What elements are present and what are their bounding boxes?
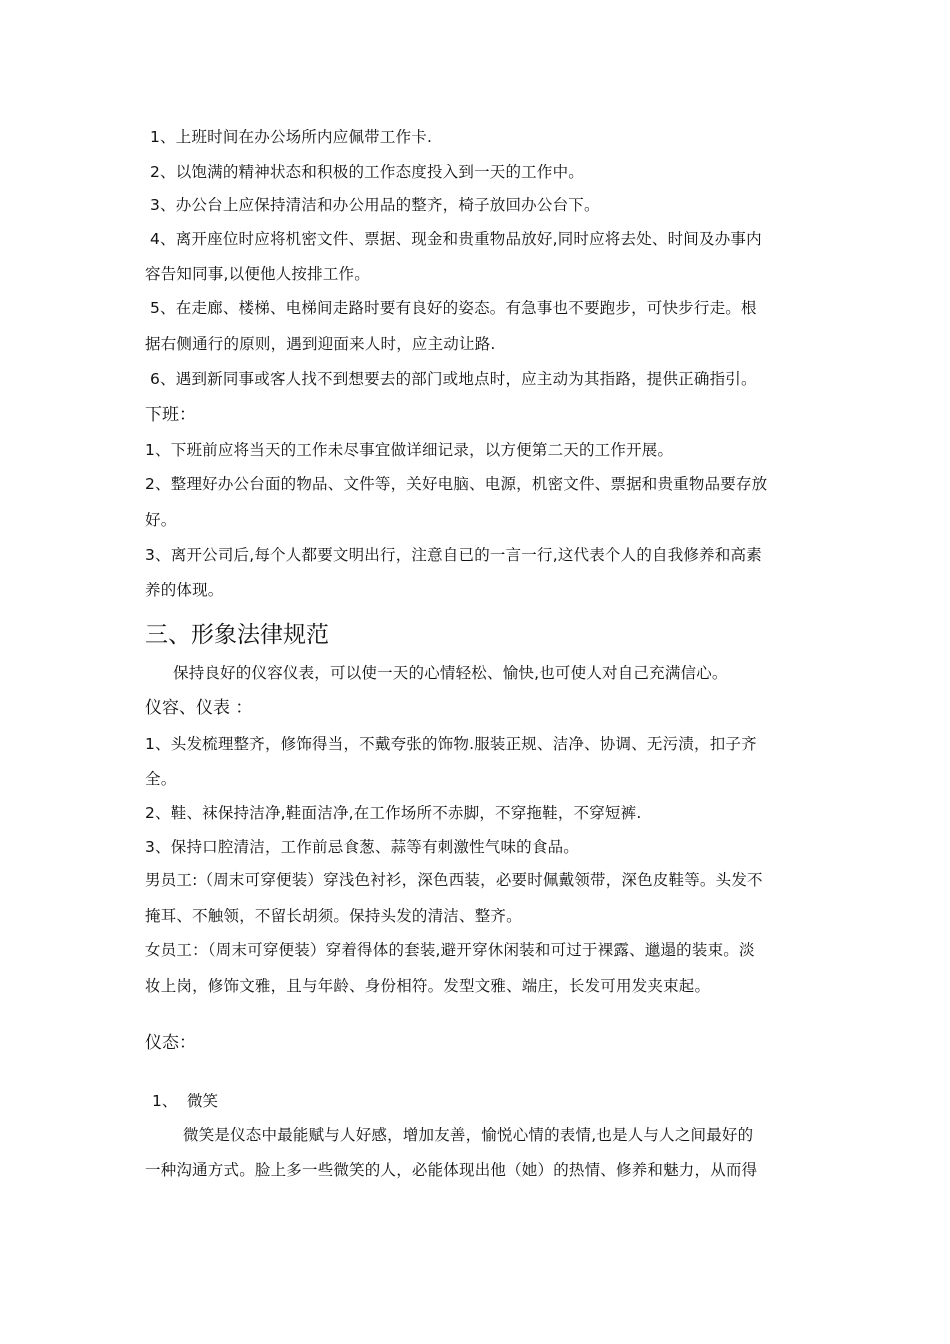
appearance-item-1-line-2: 全。 (145, 770, 177, 788)
off-duty-item-2-line-1: 2、整理好办公台面的物品、文件等，关好电脑、电源，机密文件、票据和贵重物品要存放 (145, 475, 768, 493)
duty-item-5-line-1: 5、在走廊、楼梯、电梯间走路时要有良好的姿态。有急事也不要跑步，可快步行走。根 (150, 299, 757, 317)
appearance-heading: 仪容、仪表 ： (145, 698, 253, 718)
male-staff-line-2: 掩耳、不触领，不留长胡须。保持头发的清洁、整齐。 (145, 907, 522, 925)
appearance-item-3: 3、保持口腔清洁，工作前忌食葱、蒜等有刺激性气味的食品。 (145, 838, 579, 856)
female-staff-line-2: 妆上岗，修饰文雅，且与年龄、身份相符。发型文雅、端庄，长发可用发夹束起。 (145, 977, 711, 995)
duty-item-4-line-2: 容告知同事,以便他人按排工作。 (145, 265, 370, 283)
off-duty-item-2-line-2: 好。 (145, 511, 177, 529)
off-duty-item-3-line-1: 3、离开公司后,每个人都要文明出行，注意自已的一言一行,这代表个人的自我修养和高素 (145, 546, 762, 564)
demeanor-heading: 仪态： (145, 1033, 196, 1053)
off-duty-item-3-line-2: 养的体现。 (145, 581, 224, 599)
smile-paragraph-line-1: 微笑是仪态中最能赋与人好感，增加友善，愉悦心情的表情,也是人与人之间最好的 (183, 1126, 754, 1144)
smile-title: 微笑 (187, 1092, 219, 1110)
duty-item-5-line-2: 据右侧通行的原则，遇到迎面来人时，应主动让路. (145, 335, 496, 353)
duty-item-2: 2、以饱满的精神状态和积极的工作态度投入到一天的工作中。 (150, 163, 584, 181)
duty-item-3: 3、办公台上应保持清洁和办公用品的整齐，椅子放回办公台下。 (150, 196, 600, 214)
off-duty-heading: 下班： (145, 405, 196, 425)
male-staff-line-1: 男员工:（周末可穿便装）穿浅色衬衫，深色西装，必要时佩戴领带，深色皮鞋等。头发不 (145, 871, 763, 889)
smile-paragraph-line-2: 一种沟通方式。脸上多一些微笑的人，必能体现出他（她）的热情、修养和魅力，从而得 (145, 1161, 758, 1179)
duty-item-4-line-1: 4、离开座位时应将机密文件、票据、现金和贵重物品放好,同时应将去处、时间及办事内 (150, 230, 762, 248)
duty-item-6: 6、遇到新同事或客人找不到想要去的部门或地点时，应主动为其指路，提供正确指引。 (150, 370, 757, 388)
appearance-item-1-line-1: 1、头发梳理整齐，修饰得当，不戴夸张的饰物.服装正规、洁净、协调、无污渍，扣子齐 (145, 735, 757, 753)
duty-item-1: 1、上班时间在办公场所内应佩带工作卡. (150, 128, 433, 146)
section-intro: 保持良好的仪容仪表，可以使一天的心情轻松、愉快,也可使人对自己充满信心。 (173, 664, 728, 682)
appearance-item-2: 2、鞋、袜保持洁净,鞋面洁净,在工作场所不赤脚，不穿拖鞋，不穿短裤. (145, 804, 642, 822)
female-staff-line-1: 女员工：（周末可穿便装）穿着得体的套装,避开穿休闲装和可过于裸露、邋遢的装束。淡 (145, 941, 755, 959)
section-title: 三、形象法律规范 (145, 622, 329, 648)
off-duty-item-1: 1、下班前应将当天的工作未尽事宜做详细记录，以方便第二天的工作开展。 (145, 441, 674, 459)
smile-number: 1、 (152, 1092, 178, 1110)
